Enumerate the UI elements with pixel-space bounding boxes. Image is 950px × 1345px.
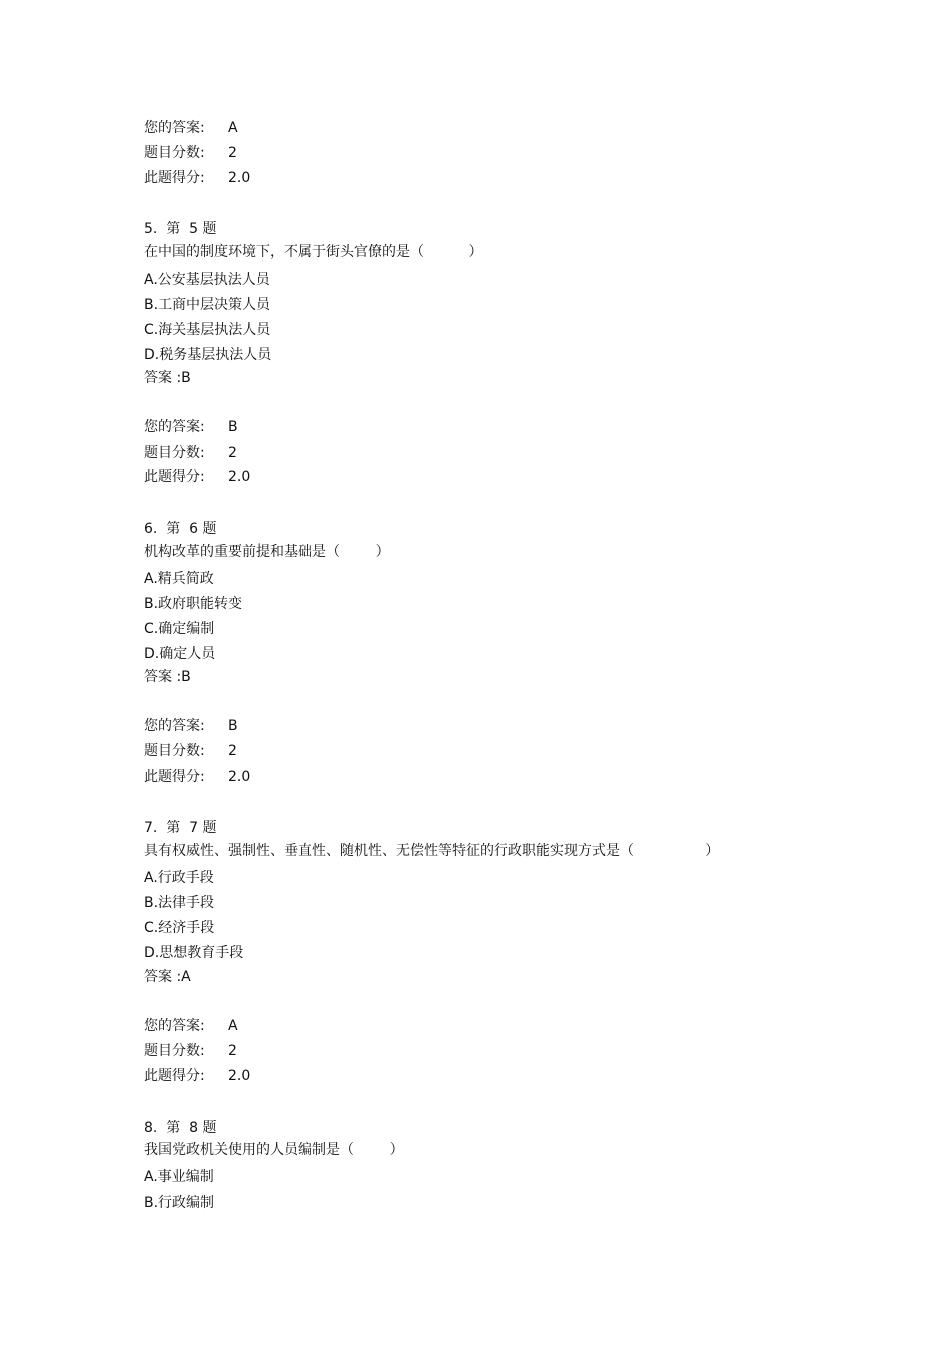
your-answer-value: A (228, 120, 238, 136)
score-value: 2.0 (228, 769, 251, 785)
your-answer-label: 您的答案: (144, 718, 205, 734)
your-answer-value: B (228, 718, 238, 734)
points-value: 2 (228, 743, 237, 759)
question-7-score-row (144, 1067, 250, 1085)
question-5-option-c: C.海关基层执法人员 (144, 322, 271, 338)
score-label: 此题得分: (144, 769, 205, 785)
question-7-text: 具有权威性、强制性、垂直性、随机性、无偿性等特征的行政职能实现方式是（ ） (144, 843, 720, 859)
question-8-option-a: A.事业编制 (144, 1169, 214, 1185)
question-5-text: 在中国的制度环境下，不属于街头官僚的是（ ） (144, 244, 483, 260)
question-6-points-row (144, 742, 237, 760)
question-7-answer: 答案 :A (144, 969, 191, 985)
question-7-option-d: D.思想教育手段 (144, 945, 244, 961)
points-value: 2 (228, 1043, 237, 1059)
points-value: 2 (228, 145, 237, 161)
points-label: 题目分数: (144, 145, 205, 161)
question-7-option-a: A.行政手段 (144, 870, 214, 886)
question-6-header: 6. 第 6 题 (144, 521, 217, 537)
question-7-option-b: B.法律手段 (144, 895, 215, 911)
score-label: 此题得分: (144, 469, 205, 485)
question-6-option-b: B.政府职能转变 (144, 596, 243, 612)
points-label: 题目分数: (144, 743, 205, 759)
points-value: 2 (228, 445, 237, 461)
question-7-option-c: C.经济手段 (144, 920, 215, 936)
question-5-option-a: A.公安基层执法人员 (144, 272, 270, 288)
score-label: 此题得分: (144, 170, 205, 186)
score-label: 此题得分: (144, 1068, 205, 1084)
your-answer-label: 您的答案: (144, 419, 205, 435)
question-5-header: 5. 第 5 题 (144, 221, 217, 237)
prev-score-row (144, 169, 250, 187)
score-value: 2.0 (228, 170, 251, 186)
question-6-option-d: D.确定人员 (144, 646, 216, 662)
your-answer-value: A (228, 1018, 238, 1034)
prev-points-row (144, 144, 237, 162)
question-5-option-b: B.工商中层决策人员 (144, 297, 271, 313)
question-5-option-d: D.税务基层执法人员 (144, 347, 272, 363)
question-7-header: 7. 第 7 题 (144, 820, 217, 836)
score-value: 2.0 (228, 1068, 251, 1084)
question-6-text: 机构改革的重要前提和基础是（ ） (144, 544, 390, 560)
question-5-your-answer-row (144, 418, 238, 436)
question-5-points-row (144, 444, 237, 462)
question-8-text: 我国党政机关使用的人员编制是（ ） (144, 1142, 404, 1158)
question-6-answer: 答案 :B (144, 669, 191, 685)
question-8-option-b: B.行政编制 (144, 1195, 215, 1211)
points-label: 题目分数: (144, 445, 205, 461)
question-5-answer: 答案 :B (144, 370, 191, 386)
question-6-your-answer-row (144, 717, 238, 735)
question-7-points-row (144, 1042, 237, 1060)
question-5-score-row (144, 468, 250, 486)
question-6-option-c: C.确定编制 (144, 621, 215, 637)
your-answer-label: 您的答案: (144, 120, 205, 136)
score-value: 2.0 (228, 469, 251, 485)
question-6-option-a: A.精兵简政 (144, 571, 214, 587)
question-7-your-answer-row (144, 1017, 238, 1035)
prev-your-answer-row (144, 119, 238, 137)
your-answer-label: 您的答案: (144, 1018, 205, 1034)
question-8-header: 8. 第 8 题 (144, 1120, 217, 1136)
points-label: 题目分数: (144, 1043, 205, 1059)
question-6-score-row (144, 768, 250, 786)
your-answer-value: B (228, 419, 238, 435)
